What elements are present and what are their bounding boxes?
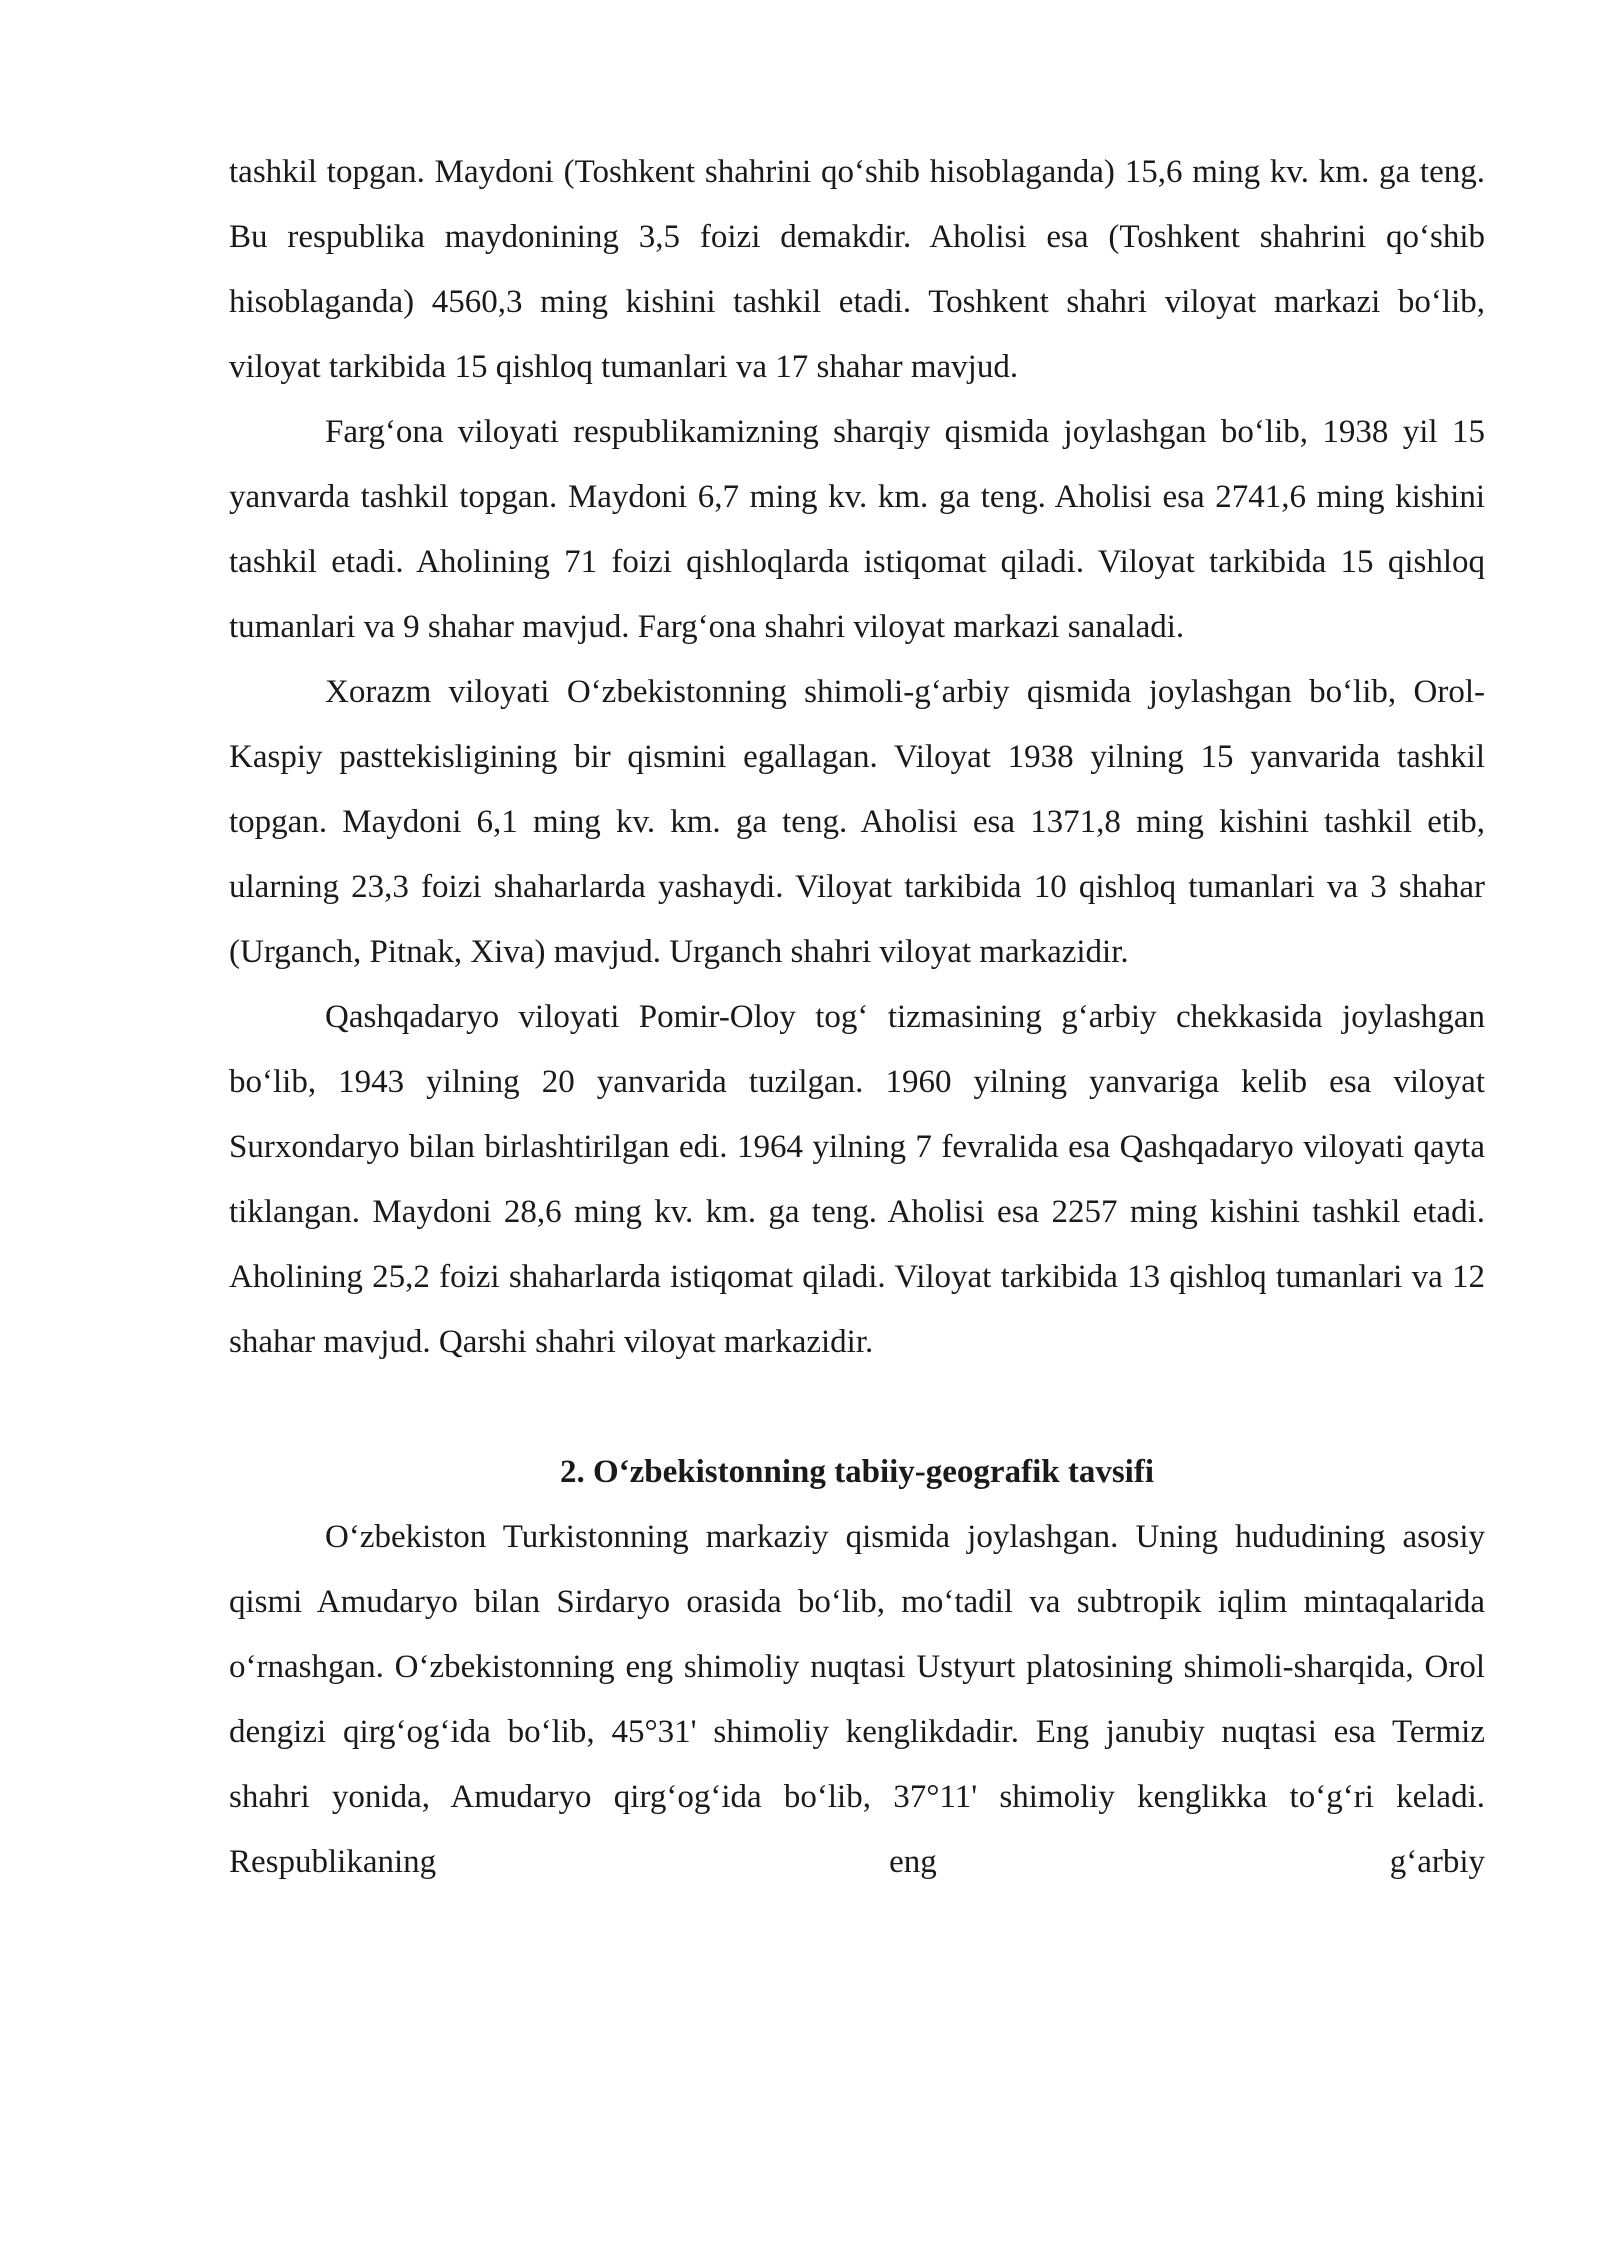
paragraph-khorezm-region: Xorazm viloyati O‘zbekistonning shimoli-g‘arbiy qismida joylashgan bo‘lib, Orol-Kaspiy pasttekisligining bir qismini egallagan. Viloyat 1938 yilning 15 yanvarida tashkil topgan. Maydoni 6,1 ming kv. km. ga teng. Aholisi esa 1371,8 ming kishini tashkil etib, ularning 23,3 foizi shaharlarda yashaydi. Viloyat tarkibida 10 qishloq tumanlari va 3 shahar (Urganch, Pitnak, Xiva) mavjud. Urganch shahri viloyat markazidir.	[229, 674, 1485, 970]
paragraph-geography-intro: O‘zbekiston Turkistonning markaziy qismida joylashgan. Uning hududining asosiy qismi Amudaryo bilan Sirdaryo orasida bo‘lib, mo‘tadil va subtropik iqlim mintaqalarida o‘rnashgan. O‘zbekistonning eng shimoliy nuqtasi Ustyurt platosining shimoli-sharqida, Orol dengizi qirg‘og‘ida bo‘lib, 45°31' shimoliy kenglikdadir. Eng janubiy nuqtasi esa Termiz shahri yonida, Amudaryo qirg‘og‘ida bo‘lib, 37°11' shimoliy kenglikka to‘g‘ri keladi. Respublikaning eng g‘arbiy	[229, 1519, 1485, 1880]
paragraph-fergana-region: Farg‘ona viloyati respublikamizning sharqiy qismida joylashgan bo‘lib, 1938 yil 15 yanvarda tashkil topgan. Maydoni 6,7 ming kv. km. ga teng. Aholisi esa 2741,6 ming kishini tashkil etadi. Aholining 71 foizi qishloqlarda istiqomat qiladi. Viloyat tarkibida 15 qishloq tumanlari va 9 shahar mavjud. Farg‘ona shahri viloyat markazi sanaladi.	[229, 414, 1485, 645]
document-body	[229, 140, 1485, 1895]
section-spacer	[229, 1375, 1485, 1440]
section-heading: 2. O‘zbekistonning tabiiy-geografik tavsifi	[559, 1454, 1155, 1490]
paragraph-kashkadarya-region: Qashqadaryo viloyati Pomir-Oloy tog‘ tizmasining g‘arbiy chekkasida joylashgan bo‘lib, 1943 yilning 20 yanvarida tuzilgan. 1960 yilning yanvariga kelib esa viloyat Surxondaryo bilan birlashtirilgan edi. 1964 yilning 7 fevralida esa Qashqadaryo viloyati qayta tiklangan. Maydoni 28,6 ming kv. km. ga teng. Aholisi esa 2257 ming kishini tashkil etadi. Aholining 25,2 foizi shaharlarda istiqomat qiladi. Viloyat tarkibida 13 qishloq tumanlari va 12 shahar mavjud. Qarshi shahri viloyat markazidir.	[229, 999, 1485, 1360]
paragraph-tashkent-region: tashkil topgan. Maydoni (Toshkent shahrini qo‘shib hisoblaganda) 15,6 ming kv. km. ga teng. Bu respublika maydonining 3,5 foizi demakdir. Aholisi esa (Toshkent shahrini qo‘shib hisoblaganda) 4560,3 ming kishini tashkil etadi. Toshkent shahri viloyat markazi bo‘lib, viloyat tarkibida 15 qishloq tumanlari va 17 shahar mavjud.	[229, 154, 1485, 385]
